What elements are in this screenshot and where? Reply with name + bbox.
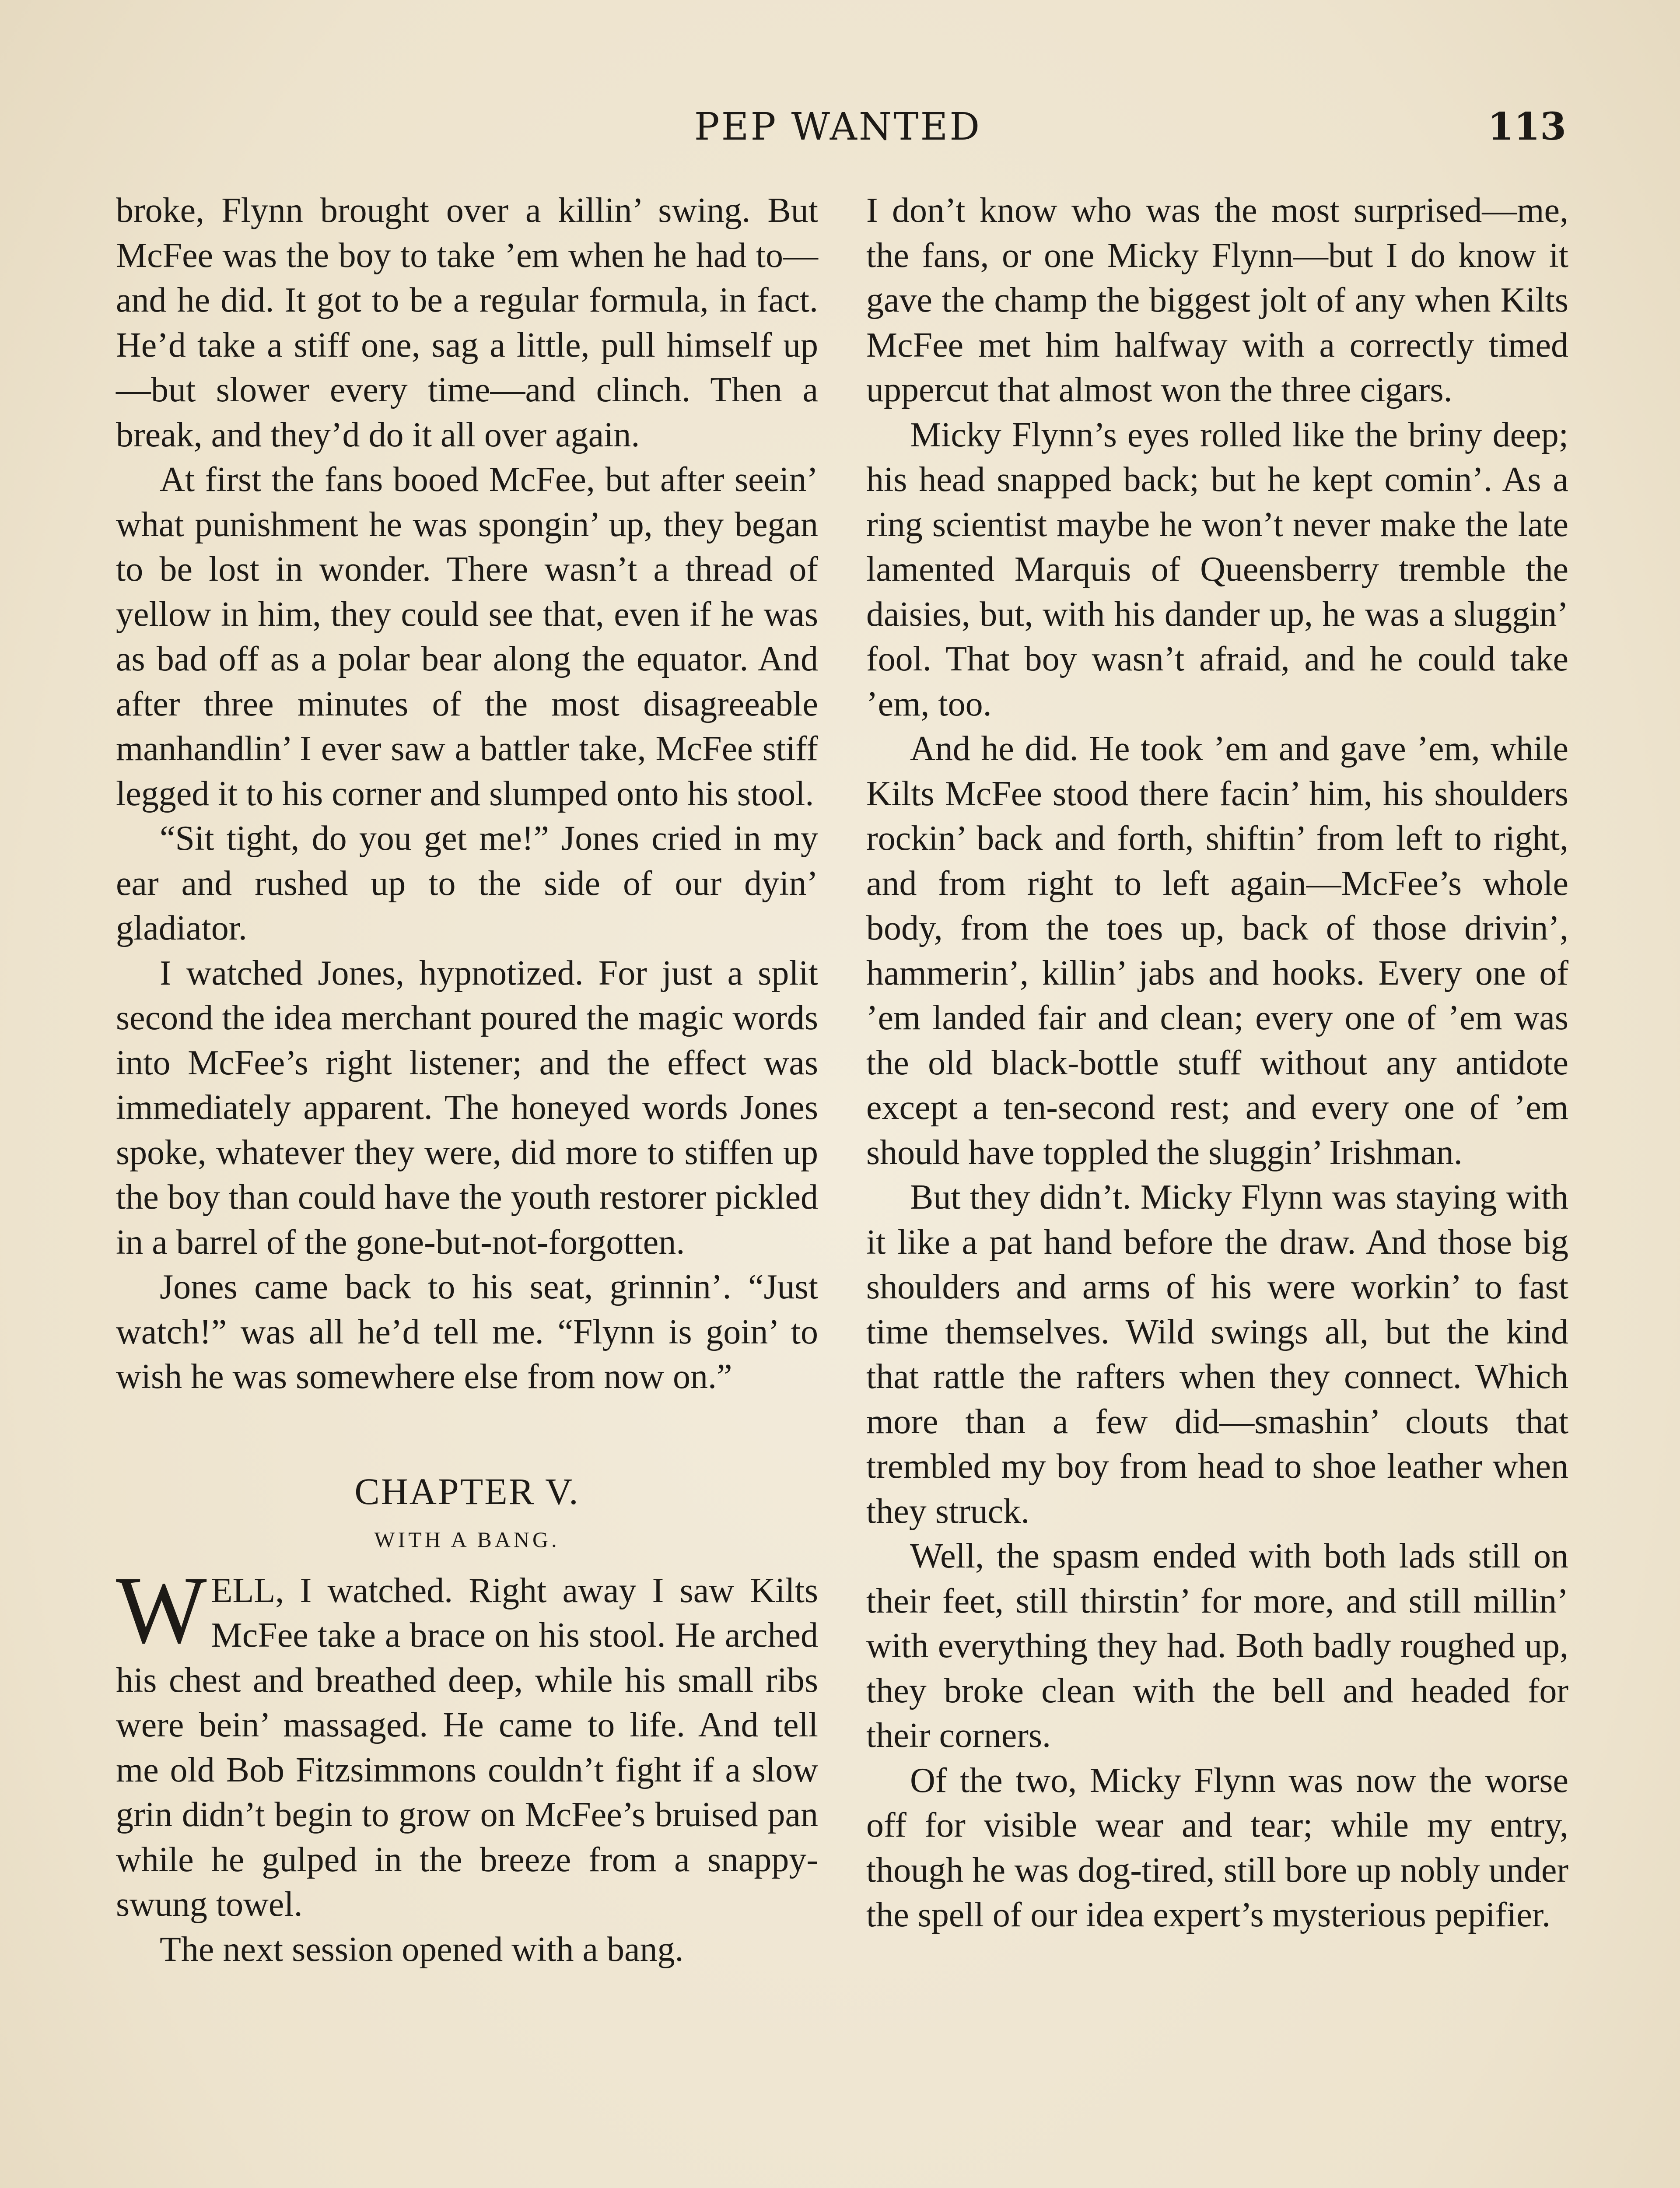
paragraph: Of the two, Micky Flynn was now the worse off for visible wear and tear; while my entry, though he was dog-tired, still bore up nobly under the spell of our idea expert’s mysterious pepifier. [866, 1761, 1568, 1934]
paragraph: But they didn’t. Micky Flynn was staying with it like a pat hand before the draw. And those big shoulders and arms of his were workin’ to fast time themselves. Wild swings all, but the kind that rattle the rafters when they connect. Which more than a few did—smashin’ clouts that trembled my boy from head to shoe leather when they struck. [866, 1178, 1568, 1531]
paragraph: The next session opened with a bang. [160, 1930, 684, 1969]
left-column [116, 188, 818, 1972]
paragraph: And he did. He took ’em and gave ’em, while Kilts McFee stood there facin’ him, his shoulders rockin’ back and forth, shiftin’ from left to right, and from right to left again—McFee’s whole body, from the toes up, back of those drivin’, hammerin’, killin’ jabs and hooks. Every one of ’em landed fair and clean; every one of ’em was the old black-bottle stuff without any antidote except a ten-second rest; and every one of ’em should have toppled the sluggin’ Irishman. [866, 729, 1568, 1172]
dropcap-paragraph [116, 1556, 818, 1927]
drop-cap: W [116, 1556, 207, 1663]
dropcap-paragraph-text: ELL, I watched. Right away I saw Kilts McFee take a brace on his stool. He arched his chest and breathed deep, while his small ribs were bein’ massaged. He came to life. And tell me old Bob Fitzsimmons couldn’t fight if a slow grin didn’t begin to grow on McFee’s bruised pan while he gulped in the breeze from a snappy-swung towel. [116, 1571, 818, 1924]
paragraph: Well, the spasm ended with both lads still on their feet, still thirstin’ for more, and still millin’ with everything they had. Both badly roughed up, they broke clean with the bell and headed for their corners. [866, 1537, 1568, 1755]
paragraph: At first the fans booed McFee, but after seein’ what punishment he was spongin’ up, they began to be lost in wonder. There wasn’t a thread of yellow in him, they could see that, even if he was as bad off as a polar bear along the equator. And after three minutes of the most disagreeable manhandlin’ I ever saw a battler take, McFee stiff legged it to his corner and slumped onto his stool. [116, 460, 818, 813]
running-title: PEP WANTED [694, 105, 982, 149]
paragraph: I watched Jones, hypnotized. For just a split second the idea merchant poured the magic words into McFee’s right listener; and the effect was immediately apparent. The honeyed words Jones spoke, whatever they were, did more to stiffen up the boy than could have the youth restorer pickled in a barrel of the gone-but-not-forgotten. [116, 954, 818, 1262]
chapter-subtitle: WITH A BANG. [374, 1527, 560, 1552]
page-number: 113 [1488, 105, 1566, 149]
paragraph: Jones came back to his seat, grinnin’. “Just watch!” was all he’d tell me. “Flynn is goin’ to wish he was somewhere else from now on.” [116, 1268, 818, 1396]
paragraph: Micky Flynn’s eyes rolled like the briny deep; his head snapped back; but he kept comin’. As a ring scientist maybe he won’t never make the late lamented Marquis of Queensberry tremble the daisies, but, with his dander up, he was a sluggin’ fool. That boy wasn’t afraid, and he could take ’em, too. [866, 415, 1568, 723]
chapter-title: CHAPTER V. [354, 1470, 580, 1512]
right-column [866, 188, 1568, 1938]
page-header [109, 101, 1566, 153]
paragraph: “Sit tight, do you get me!” Jones cried in my ear and rushed up to the side of our dyin’ gladiator. [116, 819, 818, 947]
paragraph: broke, Flynn brought over a killin’ swing. But McFee was the boy to take ’em when he had to—and he did. It got to be a regular formula, in fact. He’d take a stiff one, sag a little, pull himself up—but slower every time—and clinch. Then a break, and they’d do it all over again. [116, 191, 818, 454]
paragraph: I don’t know who was the most surprised—me, the fans, or one Micky Flynn—but I do know it gave the champ the biggest jolt of any when Kilts McFee met him halfway with a correctly timed uppercut that almost won the three cigars. [866, 191, 1568, 409]
